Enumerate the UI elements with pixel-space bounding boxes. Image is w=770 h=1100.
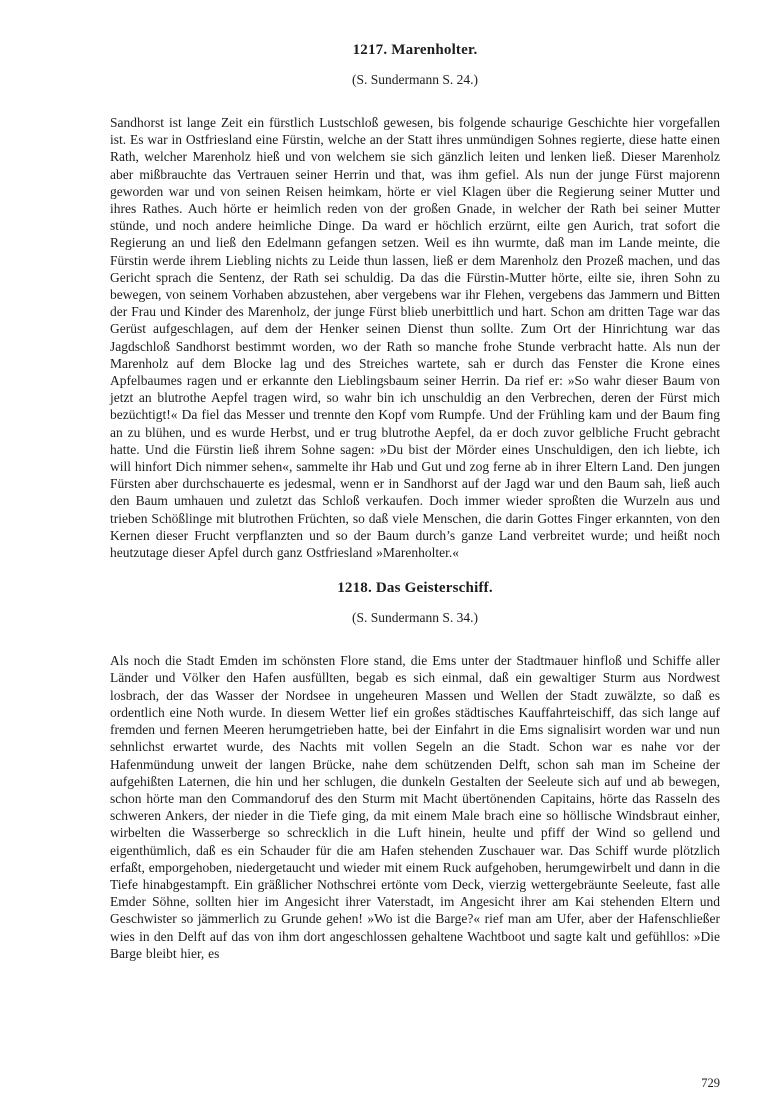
story-title: 1218. Das Geisterschiff. xyxy=(337,580,493,597)
story-source-reference: (S. Sundermann S. 34.) xyxy=(352,610,478,626)
page-number: 729 xyxy=(701,1076,720,1090)
story-title: 1217. Marenholter. xyxy=(352,42,478,58)
story-1217-marenholter xyxy=(110,42,720,561)
story-body-text: Sandhorst ist lange Zeit ein fürstlich Lustschloß gewesen, bis folgende schaurige Geschichte hier vorgefallen ist. Es war in Ostfriesland eine Fürstin, welche an der Statt ihres unmündigen Sohnes regierte, diese hatte einen Rath, welcher Marenholz hieß und von welchem sie sich gänzlich leiten und lenken ließ. Dieser Marenholz aber mißbrauchte das Vertrauen seiner Herrin und that, was ihm gefiel. Als nun der junge Fürst majorenn geworden war und von seinen Reisen heimkam, hörte er viel Klagen über die Regierung seiner Mutter und ihres Rathes. Auch hörte er heimlich reden von der großen Gnade, in welcher der Rath bei seiner Mutter stünde, und noch andere heimliche Dinge. Da ward er höchlich erzürnt, eilte gen Aurich, trat sofort die Regierung an und ließ den Edelmann gefangen setzen. Weil es ihn wurmte, daß man im Lande meinte, die Fürstin werde ihrem Liebling nichts zu Leide thun lassen, ließ er dem Marenholz den Prozeß machen, und das Gericht sprach die Sentenz, der Rath sei schuldig. Da das die Fürstin-Mutter hörte, eilte sie, ihren Sohn zu bewegen, von seinem Vorhaben abzustehen, aber vergebens war ihr Flehen, vergebens das Jammern und Bitten der Frau und Kinder des Marenholz, der junge Fürst blieb unerbittlich und hart. Schon am dritten Tage war das Gerüst aufgeschlagen, auf dem der Henker seinen Dienst thun sollte. Zum Ort der Hinrichtung war das Jagdschloß Sandhorst bestimmt worden, wo der Rath so manche frohe Stunde verbracht hatte. Als nun der Marenholz auf dem Blocke lag und des Streiches wartete, sah er durch das Fenster die Krone eines Apfelbaumes ragen und er erkannte den Lieblingsbaum seiner Herrin. Da rief er: »So wahr dieser Baum von jetzt an blutrothe Aepfel tragen wird, so wahr bin ich unschuldig an den Verbrechen, deren der Fürst mich bezüchtigt!« Da fiel das Messer und trennte den Kopf vom Rumpfe. Und der Frühling kam und der Baum fing an zu blühen, und es wurde Herbst, und er trug blutrothe Aepfel, da er doch zuvor gelbliche Frucht gebracht hatte. Und die Fürstin ließ ihrem Sohne sagen: »Du bist der Mörder eines Unschuldigen, den ich liebte, ich will hinfort Dich nimmer sehen«, sammelte ihr Hab und Gut und zog ferne ab in ihrer Eltern Land. Den jungen Fürsten aber durchschauerte es jedesmal, wenn er in Sandhorst auf der Jagd war und den Baum sah, ließ auch den Baum umhauen und zuletzt das Schloß verkaufen. Doch immer wieder sproßten die Wurzeln aus und trieben Schößlinge mit blutrothen Früchten, so daß viele Menschen, die darin Gottes Finger erkannten, von den Kernen dieser Frucht verpflanzten und so der Baum durch’s ganze Land verbreitet wurde; und heißt noch heutzutage dieser Apfel durch ganz Ostfriesland »Marenholter.« xyxy=(110,115,720,561)
story-body-text: Als noch die Stadt Emden im schönsten Flore stand, die Ems unter der Stadtmauer hinfloß und Schiffe aller Länder und Völker den Hafen ausfüllten, begab es sich einmal, daß ein gewaltiger Sturm aus Nordwest losbrach, der das Wasser der Nordsee in ungeheuren Massen und Wellen der Stadt zuwälzte, so daß es ordentlich eine Noth wurde. In diesem Wetter lief ein großes städtisches Kauffahrteischiff, das sich lange auf fremden und fernen Meeren herumgetrieben hatte, bei der Einfahrt in die Ems signalisirt worden war und nun sehnlichst erwartet wurde, des Nachts mit vollen Segeln an die Stadt. Schon war es nahe vor der Hafenmündung unweit der langen Brücke, nahe dem schützenden Delft, schon sah man im Scheine der aufgehißten Laternen, die hin und her schlugen, die dunkeln Gestalten der Seeleute sich auf und ab bewegen, schon hörte man den Commandoruf des den Sturm mit Macht übertönenden Capitains, hörte das Rasseln des schweren Ankers, der nieder in die Tiefe ging, da mit einem Male brach eine so höllische Windsbraut einher, wirbelten die Wasserberge so schrecklich in die Luft hinein, heulte und pfiff der Wind so gellend und eigenthümlich, daß es ein Schauder für die am Hafen stehenden Zuschauer war. Das Schiff wurde plötzlich erfaßt, emporgehoben, niedergetaucht und wieder mit einem Ruck aufgehoben, herumgewirbelt und dann in die Tiefe hinabgestampft. Ein gräßlicher Nothschrei ertönte vom Deck, vierzig wettergebräunte Seeleute, fast alle Emder Söhne, sollten hier im Angesicht ihrer Vaterstadt, im Angesicht ihrer am Kai stehenden Eltern und Geschwister so jämmerlich zu Grunde gehen! »Wo ist die Barge?« rief man am Ufer, aber der Hafenschließer wies in den Delft auf das von ihm dort angeschlossen gehaltene Wachtboot und sagte kalt und gefühllos: »Die Barge bleibt hier, es xyxy=(110,653,720,961)
story-source-reference: (S. Sundermann S. 24.) xyxy=(352,72,478,87)
story-1218-das-geisterschiff xyxy=(110,580,720,962)
